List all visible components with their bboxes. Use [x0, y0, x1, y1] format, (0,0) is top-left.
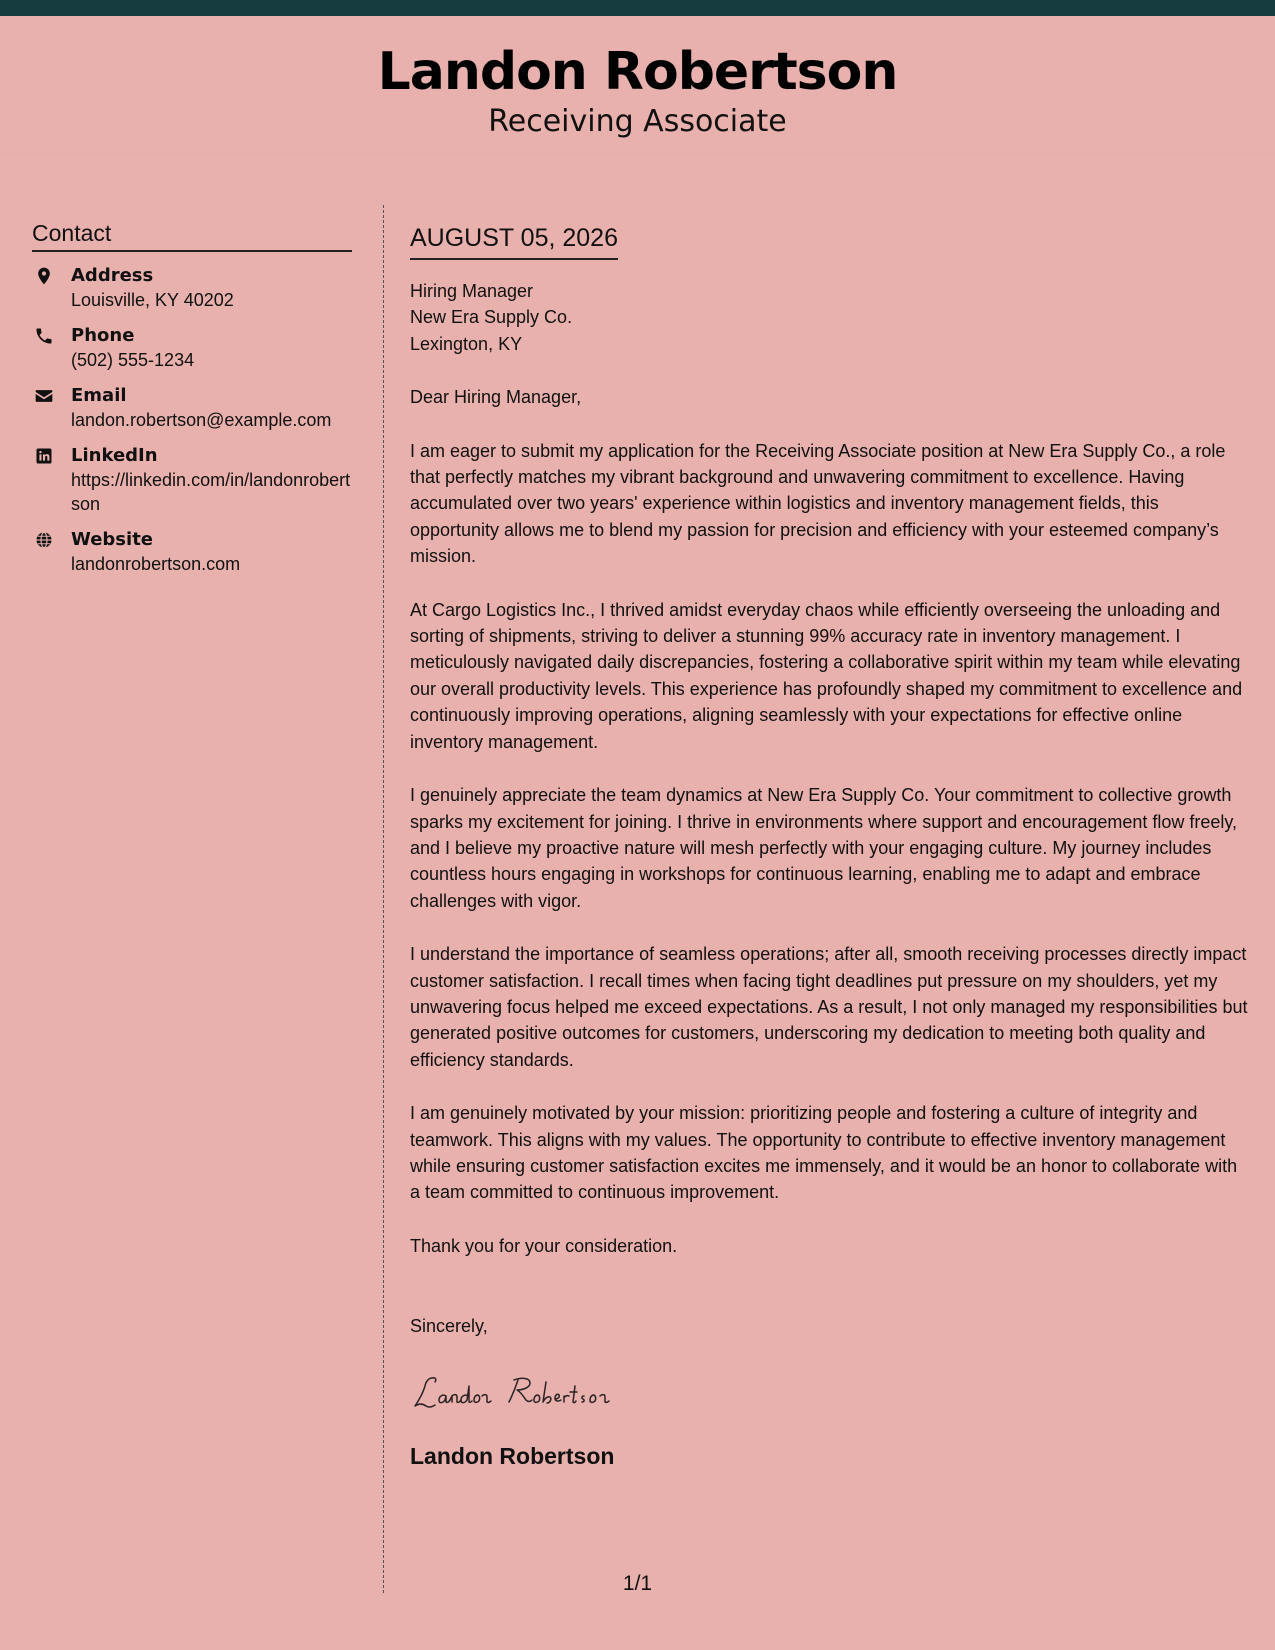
letter-paragraph: I am eager to submit my application for the Receiving Associate position at New Era Supply Co., a role that perfectly matches my vibrant background and unwavering commitment to excellence. Having accumulated over two years' experience within logistics and inventory management fields, this opportunity allows me to blend my passion for precision and efficiency with your esteemed company’s mission. [410, 440, 1226, 567]
page-number: 1/1 [622, 1572, 653, 1595]
contact-label: Website [71, 529, 154, 550]
contact-linkedin [32, 444, 352, 516]
envelope-icon [34, 386, 54, 406]
handwritten-signature [410, 1368, 680, 1418]
recipient-line: Hiring Manager [410, 281, 534, 301]
column-divider [383, 205, 384, 1593]
globe-icon [34, 530, 54, 550]
contact-email [32, 384, 352, 432]
contact-website [32, 528, 352, 576]
contact-label: Address [71, 265, 154, 286]
letter-paragraph: I genuinely appreciate the team dynamics at New Era Supply Co. Your commitment to collective growth sparks my excitement for joining. I thrive in environments where support and encouragement flow freely, and I believe my proactive nature will mesh perfectly with your engaging culture. My journey includes countless hours engaging in workshops for continuous learning, enabling me to adapt and embrace challenges with vigor. [410, 785, 1238, 911]
recipient-line: Lexington, KY [410, 333, 523, 354]
linkedin-icon [34, 446, 54, 466]
letter-paragraph: Thank you for your consideration. [410, 1235, 678, 1256]
contact-value: https://linkedin.com/in/landonrobertson [71, 470, 351, 514]
page-header [0, 16, 1275, 154]
recipient-block [410, 278, 1252, 357]
recipient-line: New Era Supply Co. [410, 307, 573, 328]
contact-label: Email [71, 385, 127, 406]
phone-icon [34, 326, 54, 346]
contact-label: LinkedIn [71, 445, 158, 466]
signed-name: Landon Robertson [410, 1442, 615, 1469]
contact-value: Louisville, KY 40202 [71, 290, 234, 310]
applicant-name: Landon Robertson [377, 42, 898, 102]
letter-date: AUGUST 05, 2026 [410, 222, 618, 260]
letter-paragraph: At Cargo Logistics Inc., I thrived amidst everyday chaos while efficiently overseeing the unloading and sorting of shipments, striving to deliver a stunning 99% accuracy rate in inventory management. I meticulously navigated daily discrepancies, fostering a collaborative spirit within my team while elevating our overall productivity levels. This experience has profoundly shaped my commitment to excellence and continuously improving operations, aligning seamlessly with your expectations for effective online inventory management. [410, 599, 1243, 752]
top-accent-bar [0, 0, 1275, 16]
letter-body [410, 222, 1252, 1471]
contact-value: (502) 555-1234 [71, 350, 195, 370]
contact-sidebar [32, 218, 352, 576]
salutation: Dear Hiring Manager, [410, 387, 582, 408]
contact-address [32, 264, 352, 312]
letter-paragraph: I am genuinely motivated by your mission: prioritizing people and fostering a culture of integrity and teamwork. This aligns with my values. The opportunity to contribute to effective inventory management while ensuring customer satisfaction excites me immensely, and it would be an honor to collaborate with a team committed to continuous improvement. [410, 1103, 1238, 1203]
letter-paragraph: I understand the importance of seamless operations; after all, smooth receiving processes directly impact customer satisfaction. I recall times when facing tight deadlines put pressure on my shoulders, yet my unwavering focus helped me exceed expectations. As a result, I not only managed my responsibilities but generated positive outcomes for customers, underscoring my dedication to meeting both quality and efficiency standards. [410, 944, 1248, 1070]
contact-value: landonrobertson.com [71, 554, 241, 574]
contact-heading: Contact [32, 218, 352, 252]
contact-value: landon.robertson@example.com [71, 410, 332, 430]
job-title: Receiving Associate [488, 104, 787, 139]
closing: Sincerely, [410, 1316, 488, 1337]
contact-label: Phone [71, 325, 135, 346]
contact-phone [32, 324, 352, 372]
map-pin-icon [34, 266, 54, 286]
